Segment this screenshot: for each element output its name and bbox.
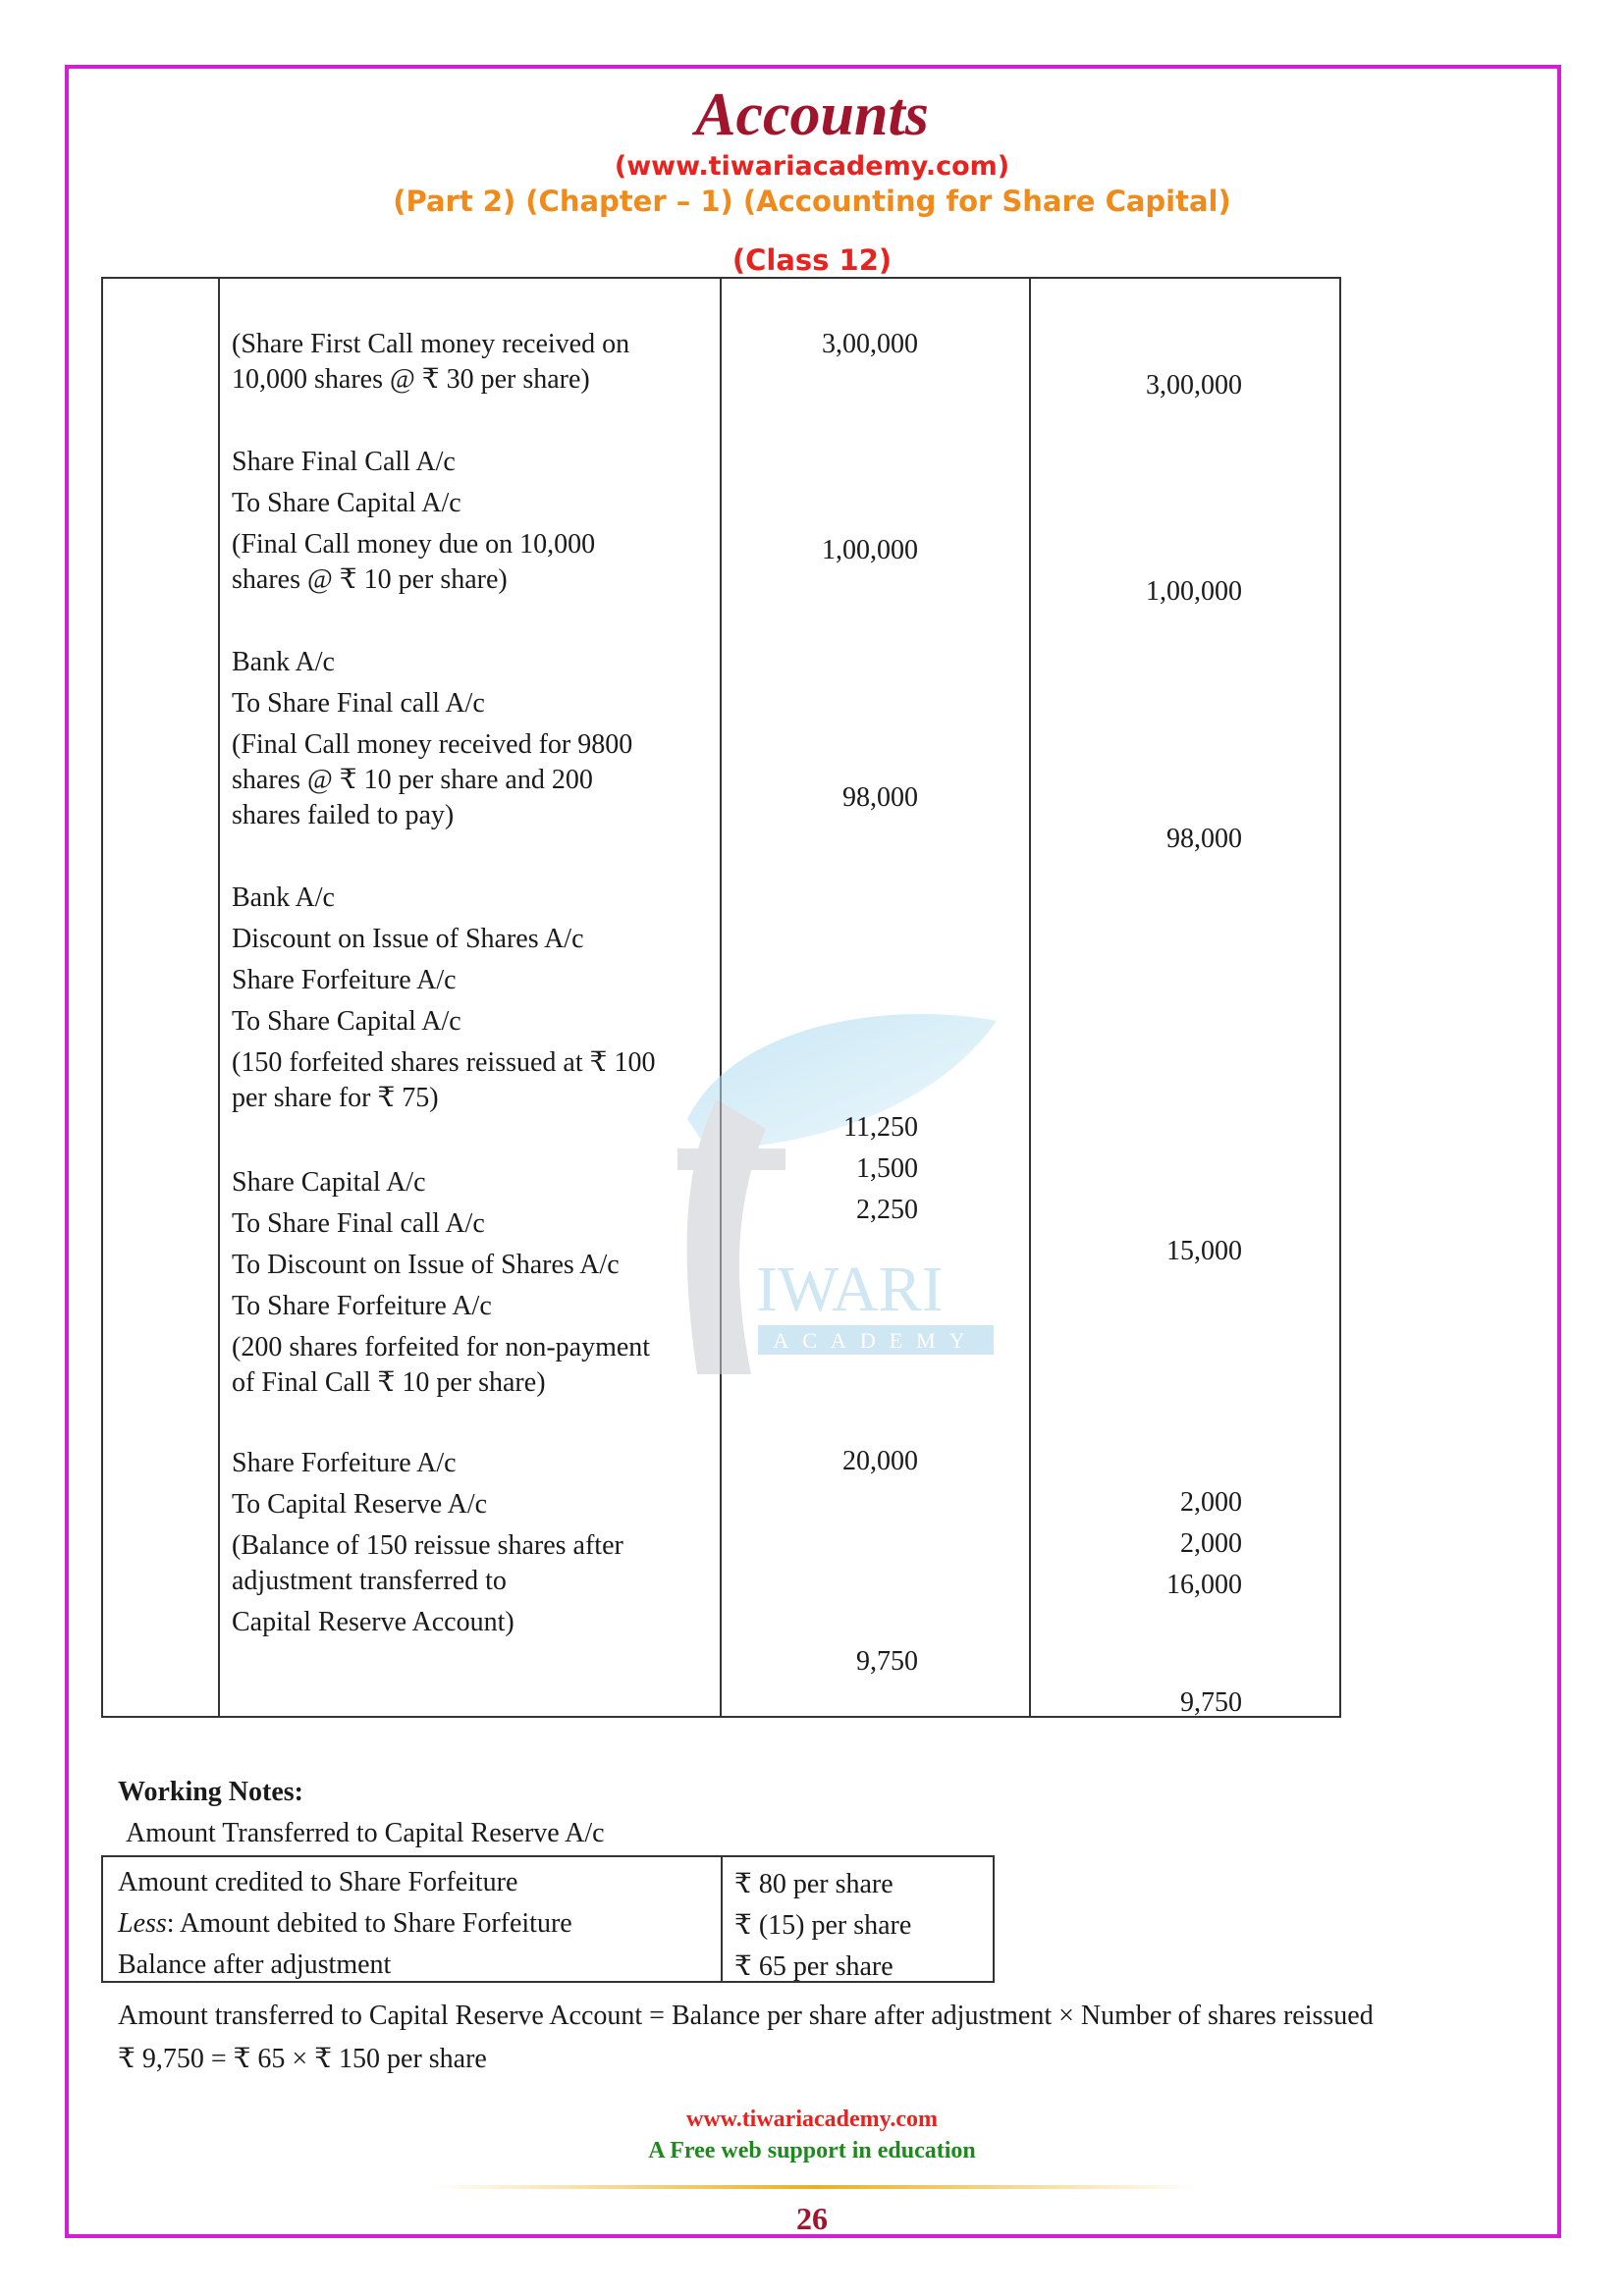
column-divider (218, 277, 220, 1718)
entry-narration: (150 forfeited shares reissued at ₹ 100 per share for ₹ 75) (232, 1047, 656, 1113)
account-line: Bank A/c (232, 882, 335, 913)
debit-amount: 1,00,000 (822, 535, 918, 565)
footer-divider (432, 2185, 1198, 2189)
debit-amount: 11,250 (843, 1112, 918, 1143)
credit-amount: 98,000 (1166, 824, 1242, 854)
credit-amount: 1,00,000 (1146, 576, 1242, 607)
working-note-label: Amount credited to Share Forfeiture (118, 1867, 518, 1897)
debit-amount: 1,500 (856, 1153, 918, 1184)
debit-amount: 98,000 (842, 782, 918, 813)
entry-narration: (Final Call money due on 10,000 shares @ ₹ 10 per share) (232, 529, 596, 595)
working-note-label: Less: Amount debited to Share Forfeiture (118, 1908, 572, 1939)
account-line: Share Capital A/c (232, 1167, 426, 1198)
credit-amount: 2,000 (1180, 1528, 1242, 1559)
account-line: Share Final Call A/c (232, 447, 456, 477)
page-number: 26 (796, 2201, 828, 2236)
account-line: Share Forfeiture A/c (232, 965, 457, 995)
account-line: Share Forfeiture A/c (232, 1448, 457, 1478)
account-line: To Share Capital A/c (232, 1006, 461, 1037)
formula-text: ₹ 9,750 = ₹ 65 × ₹ 150 per share (118, 2044, 487, 2074)
working-note-value: ₹ 65 per share (734, 1951, 893, 1982)
credit-amount: 2,000 (1180, 1487, 1242, 1518)
account-line: To Capital Reserve A/c (232, 1489, 488, 1520)
svg-text:IWARI: IWARI (756, 1254, 944, 1325)
footer-website: www.tiwariacademy.com (686, 2107, 938, 2132)
formula-text: Amount transferred to Capital Reserve Account = Balance per share after adjustment × Number of shares reissued (118, 2001, 1374, 2031)
entry-narration: (Balance of 150 reissue shares after adjustment transferred to Capital Reserve Account) (232, 1530, 623, 1637)
header-website: (www.tiwariacademy.com) (614, 151, 1010, 182)
account-line: To Share Capital A/c (232, 488, 461, 518)
working-note-label: Balance after adjustment (118, 1949, 392, 1980)
debit-amount: 3,00,000 (822, 329, 918, 359)
credit-amount: 15,000 (1166, 1236, 1242, 1266)
working-note-value: ₹ (15) per share (734, 1910, 912, 1941)
credit-amount: 3,00,000 (1146, 370, 1242, 400)
account-line: To Share Forfeiture A/c (232, 1291, 492, 1321)
account-line: To Share Final call A/c (232, 688, 485, 719)
svg-text:ACADEMY: ACADEMY (773, 1328, 979, 1353)
account-line: To Discount on Issue of Shares A/c (232, 1250, 620, 1280)
debit-amount: 9,750 (856, 1646, 918, 1677)
working-notes-subtitle: Amount Transferred to Capital Reserve A/c (126, 1818, 605, 1848)
column-divider (721, 1855, 723, 1983)
debit-amount: 2,250 (856, 1195, 918, 1225)
entry-narration: (200 shares forfeited for non-payment of Final Call ₹ 10 per share) (232, 1332, 651, 1398)
credit-amount: 9,750 (1180, 1687, 1242, 1718)
account-line: Bank A/c (232, 647, 335, 677)
account-line: To Share Final call A/c (232, 1208, 485, 1239)
page-title: Accounts (695, 81, 929, 148)
footer-tagline: A Free web support in education (648, 2138, 976, 2163)
account-line: Discount on Issue of Shares A/c (232, 924, 584, 954)
column-divider (1029, 277, 1031, 1718)
debit-amount: 20,000 (842, 1446, 918, 1476)
credit-amount: 16,000 (1166, 1570, 1242, 1600)
working-note-value: ₹ 80 per share (734, 1869, 893, 1899)
entry-narration: (Final Call money received for 9800 shares @ ₹ 10 per share and 200 shares failed to pay) (232, 729, 633, 830)
entry-narration: (Share First Call money received on 10,000 shares @ ₹ 30 per share) (232, 329, 630, 395)
chapter-heading: (Part 2) (Chapter – 1) (Accounting for Share Capital) (393, 185, 1231, 218)
class-heading: (Class 12) (731, 243, 893, 277)
working-notes-title: Working Notes: (118, 1777, 303, 1807)
